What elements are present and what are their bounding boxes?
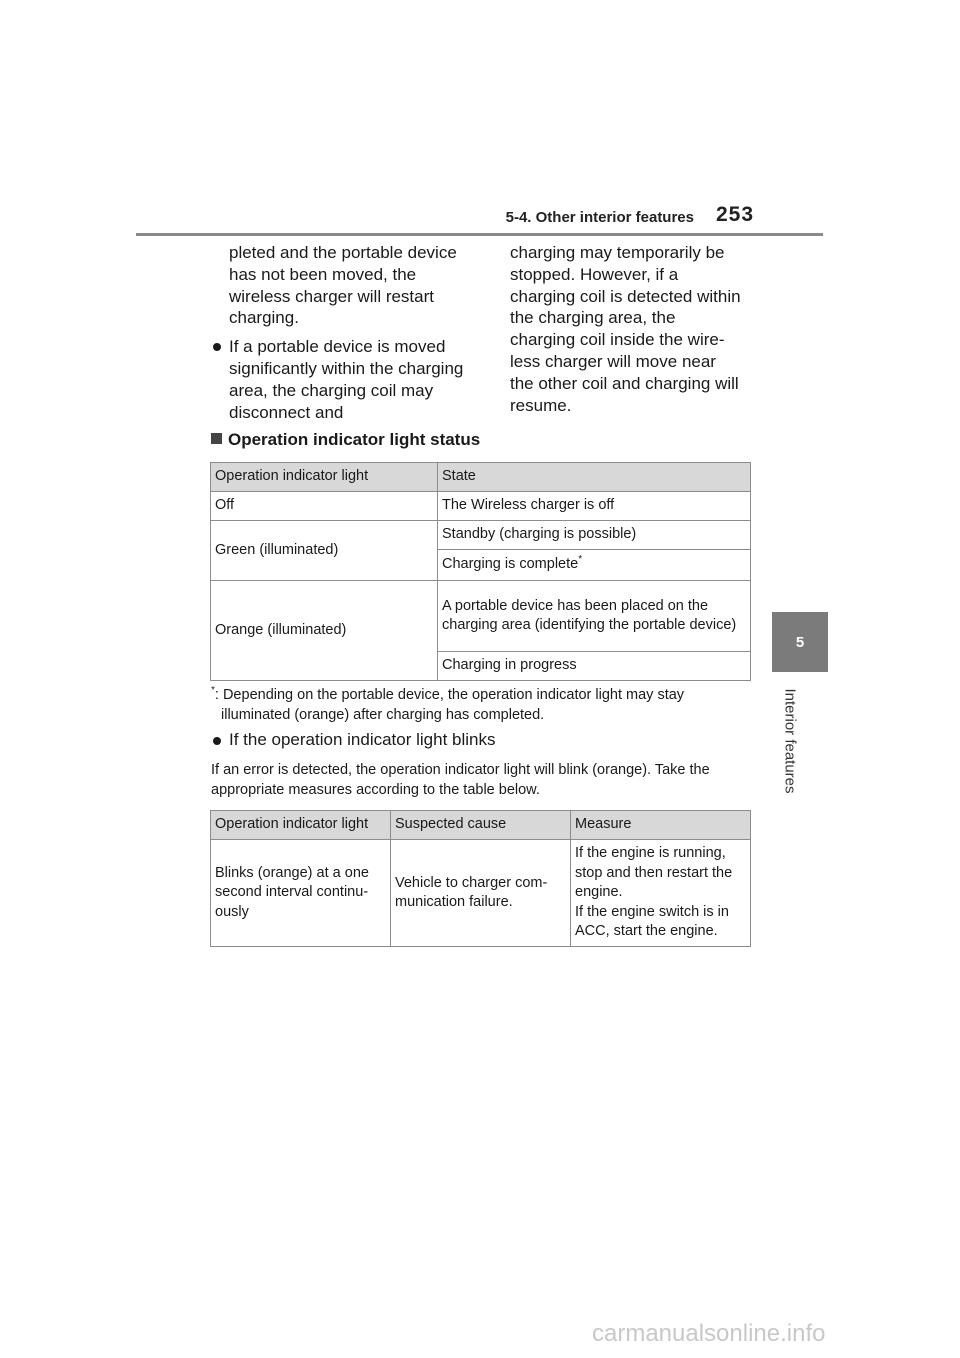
footnote-marker: * [578,554,583,566]
right-column [510,242,744,416]
measure-cell [571,840,751,947]
table-row [211,492,751,521]
square-bullet-icon [211,433,222,444]
footnote-text: : Depending on the portable device, the operation indicator light may stay [214,687,685,703]
table-row [211,840,751,947]
chapter-tab[interactable]: 5 [772,612,828,672]
table-row [211,521,751,550]
status-table [210,462,751,681]
left-column [211,242,469,423]
column-header: State [438,463,751,492]
state-cell: A portable device has been placed on the charging area (identifying the portable device) [438,581,751,652]
light-cell: Green (illuminated) [211,521,438,581]
state-cell: Charging in progress [438,652,751,681]
blink-heading-text: If the operation indicator light blinks [229,730,496,749]
footnote-marker: * [211,685,215,697]
table-header-row [211,811,751,840]
status-heading [211,430,480,450]
page-number: 253 [716,203,755,226]
blink-heading [211,730,496,750]
light-cell: Blinks (orange) at a one second interval continu-ously [211,840,391,947]
footnote [211,685,751,725]
state-cell: The Wireless charger is off [438,492,751,521]
footnote-text-cont: illuminated (orange) after charging has completed. [221,707,545,723]
bullet-icon [213,737,221,745]
column-header: Operation indicator light [211,463,438,492]
right-column-paragraph: charging may temporarily be stopped. However, if a charging coil is detected within the charging area, the charging coil inside the wire-less charger will move near the other coil and charging will resume. [510,243,741,415]
header-divider [136,233,823,236]
chapter-title-vertical [770,680,810,802]
blink-table [210,810,751,947]
section-title: 5-4. Other interior features [505,209,694,226]
measure-text: If the engine is running, stop and then restart the engine. [575,845,733,901]
bullet-item [211,336,469,423]
state-cell [438,550,751,581]
light-cell: Orange (illuminated) [211,581,438,681]
chapter-title: Interior features [781,688,799,794]
state-cell: Standby (charging is possible) [438,521,751,550]
bullet-icon [213,343,221,351]
table-header-row [211,463,751,492]
status-heading-text: Operation indicator light status [228,430,481,449]
watermark: carmanualsonline.info [592,1320,826,1347]
column-header: Suspected cause [391,811,571,840]
column-header: Operation indicator light [211,811,391,840]
column-header: Measure [571,811,751,840]
bullet-text: If a portable device is moved significantly within the charging area, the charging coil may disconnect and [229,337,464,422]
measure-text: If the engine switch is in ACC, start the engine. [575,903,729,940]
table-row [211,581,751,652]
cause-cell: Vehicle to charger com-munication failure. [391,840,571,947]
state-text: Charging is complete [442,556,579,573]
blink-body: If an error is detected, the operation indicator light will blink (orange). Take the appropriate measures according to the table below. [211,762,710,798]
continued-paragraph: pleted and the portable device has not been moved, the wireless charger will restart charging. [229,243,457,328]
light-cell: Off [211,492,438,521]
